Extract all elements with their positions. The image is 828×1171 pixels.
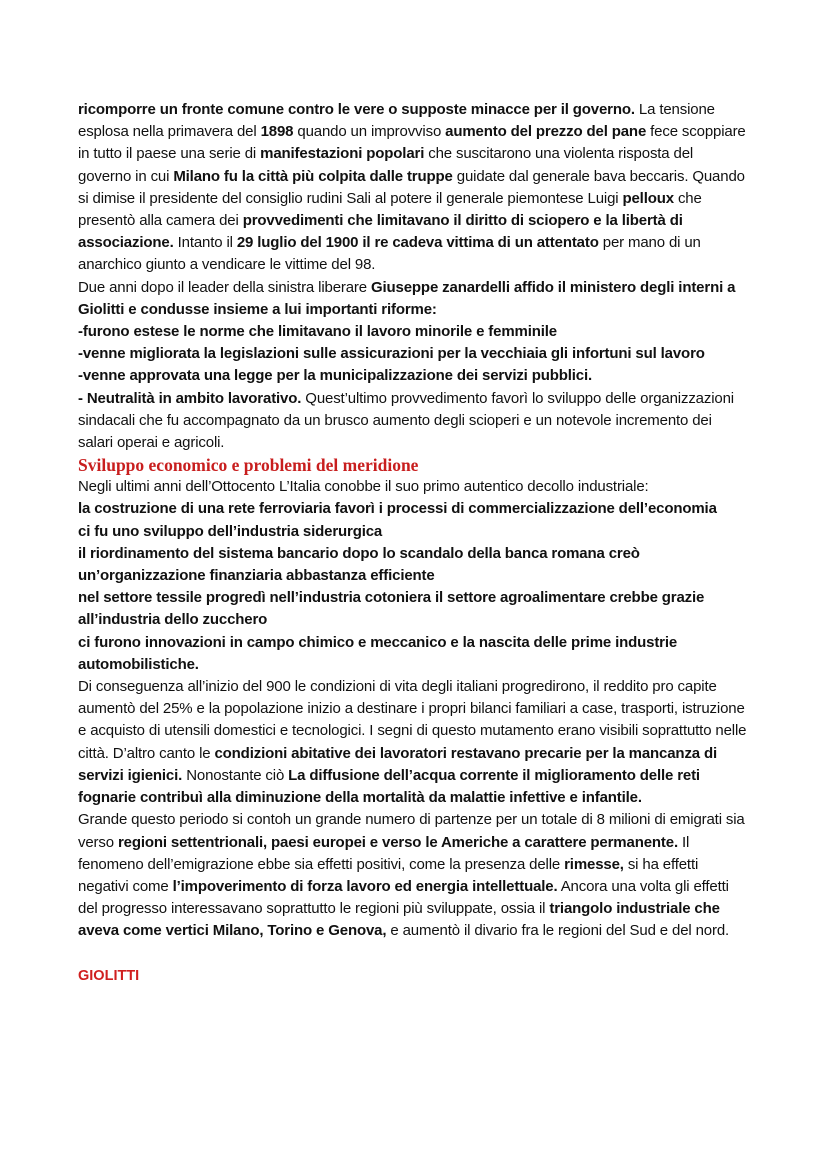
paragraph bbox=[78, 365, 748, 387]
bold-text: Giuseppe zanardelli affido il ministero degli interni a Giolitti e condusse insieme a lui importanti riforme: bbox=[78, 278, 736, 318]
bold-text: triangolo industriale che aveva come vertici Milano, Torino e Genova, bbox=[78, 900, 720, 940]
economic-section bbox=[78, 476, 748, 942]
section-heading-giolitti: GIOLITTI bbox=[78, 967, 140, 984]
text-run: si ha effetti negativi come bbox=[78, 855, 699, 895]
bold-text: ricomporre un fronte comune contro le vere o supposte minacce per il governo. bbox=[78, 101, 635, 118]
bold-text: manifestazioni popolari bbox=[260, 145, 425, 163]
bold-text: pelloux bbox=[622, 189, 674, 207]
text-run: che presentò alla camera dei bbox=[78, 189, 702, 230]
bold-text: -venne migliorata la legislazioni sulle assicurazioni per la vecchiaia gli infortuni sul lavoro bbox=[78, 345, 705, 363]
bold-text: regioni settentrionali, paesi europei e verso le Americhe a carattere permanente. bbox=[117, 833, 678, 851]
text-run: guidate dal generale bava beccaris. Quando si dimise il presidente del consiglio rudini Sali al potere il generale piemontese Luigi bbox=[78, 167, 745, 207]
bold-text: provvedimenti che limitavano il diritto di sciopero e la libertà di associazione. bbox=[78, 212, 683, 252]
paragraph bbox=[78, 632, 748, 676]
text-run: Intanto il bbox=[173, 234, 237, 252]
text-run: Due anni dopo il leader della sinistra liberare bbox=[78, 278, 371, 296]
text-run: Quest’ultimo provvedimento favorì lo sviluppo delle organizzazioni sindacali che fu accompagnato da un brusco aumento degli scioperi e un notevole incremento dei salari operai e agricoli. bbox=[78, 389, 734, 452]
text-run: Nonostante ciò bbox=[182, 766, 289, 784]
bold-text: ci furono innovazioni in campo chimico e meccanico e la nascita delle prime industrie automobilistiche. bbox=[78, 633, 678, 673]
text-run: fece scoppiare in tutto il paese una serie di bbox=[78, 123, 746, 163]
bold-text: Milano fu la città più colpita dalle truppe bbox=[173, 167, 453, 185]
section-heading-economic-development: Sviluppo economico e problemi del meridione bbox=[78, 455, 419, 476]
bold-text: condizioni abitative dei lavoratori restavano precarie per la mancanza di servizi igienici. bbox=[78, 744, 718, 784]
text-run: che suscitarono una violenta risposta del governo in cui bbox=[78, 145, 694, 185]
bold-text: - Neutralità in ambito lavorativo. bbox=[78, 389, 302, 407]
paragraph bbox=[78, 498, 748, 520]
text-run: Di conseguenza all’inizio del 900 le condizioni di vita degli italiani progredirono, il reddito pro capite aumentò del 25% e la popolazione inizio a destinare i propri bilanci familiari a case, trasporti, istruzione e acquisto di utensili domestici e tecnologici. I segni di questo mutamento erano visibili soprattutto nelle città. D’altro canto le bbox=[78, 678, 747, 762]
paragraph bbox=[78, 521, 748, 543]
bold-text: la costruzione di una rete ferroviaria favorì i processi di commercializzazione dell’economia bbox=[78, 500, 717, 518]
paragraph bbox=[78, 476, 748, 498]
paragraph bbox=[78, 99, 748, 277]
bold-text: 29 luglio del 1900 il re cadeva vittima di un attentato bbox=[236, 234, 599, 252]
text-run: Il fenomeno dell’emigrazione ebbe sia effetti positivi, come la presenza delle bbox=[78, 833, 690, 873]
bold-text: -furono estese le norme che limitavano il lavoro minorile e femminile bbox=[78, 323, 557, 341]
paragraph bbox=[78, 388, 748, 455]
bold-text: aumento del prezzo del pane bbox=[445, 123, 647, 141]
bold-text: -venne approvata una legge per la municipalizzazione dei servizi pubblici. bbox=[78, 367, 593, 385]
intro-section bbox=[78, 99, 748, 454]
bold-text: nel settore tessile progredì nell’industria cotoniera il settore agroalimentare crebbe grazie all’industria dello zucchero bbox=[78, 589, 705, 629]
paragraph bbox=[78, 277, 748, 321]
text-run: quando un improvviso bbox=[293, 123, 446, 141]
text-run: Grande questo periodo si contoh un grande numero di partenze per un totale di 8 milioni di emigrati sia verso bbox=[78, 811, 745, 851]
bold-text: l’impoverimento di forza lavoro ed energia intellettuale. bbox=[172, 877, 558, 895]
document-page bbox=[78, 99, 748, 987]
bold-text: 1898 bbox=[260, 123, 294, 141]
text-run: La tensione esplosa nella primavera del bbox=[78, 101, 715, 141]
paragraph bbox=[78, 321, 748, 343]
paragraph bbox=[78, 587, 748, 631]
text-run: Ancora una volta gli effetti del progresso interessavano soprattutto le regioni più sviluppate, ossia il bbox=[78, 877, 729, 918]
text-run: per mano di un anarchico giunto a vendicare le vittime del 98. bbox=[78, 234, 701, 274]
paragraph bbox=[78, 676, 748, 809]
paragraph bbox=[78, 343, 748, 365]
paragraph bbox=[78, 543, 748, 587]
paragraph bbox=[78, 809, 748, 942]
bold-text: ci fu uno sviluppo dell’industria siderurgica bbox=[78, 522, 383, 540]
text-run: Negli ultimi anni dell’Ottocento L’Italia conobbe il suo primo autentico decollo industriale: bbox=[78, 478, 649, 496]
bold-text: rimesse, bbox=[564, 855, 624, 873]
text-run: e aumentò il divario fra le regioni del Sud e del nord. bbox=[386, 922, 730, 940]
bold-text: il riordinamento del sistema bancario dopo lo scandalo della banca romana creò un’organizzazione finanziaria abbastanza efficiente bbox=[78, 544, 640, 585]
bold-text: La diffusione dell’acqua corrente il miglioramento delle reti fognarie contribuì alla diminuzione della mortalità da malattie infettive e infantile. bbox=[78, 766, 700, 807]
